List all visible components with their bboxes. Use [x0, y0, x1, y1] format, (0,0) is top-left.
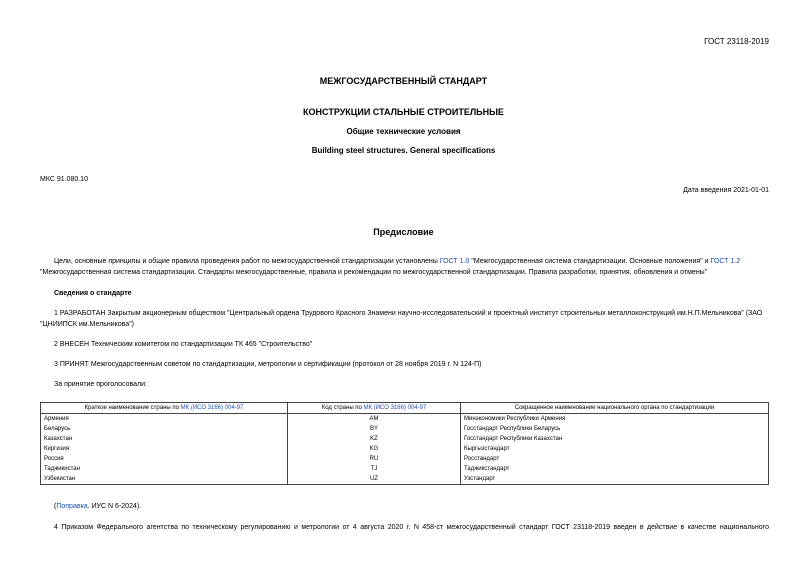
table-row [41, 444, 769, 454]
enacted-by-item: 4 Приказом Федерального агентства по техническому регулированию и метрологии от 4 августа 2020 г. N 458-ст межгосударственный стандарт ГОСТ 23118-2019 введен в действие в качестве национального [54, 524, 769, 531]
mk-iso-link[interactable]: МК (ИСО 3166) 004-97 [180, 404, 244, 411]
preface-paragraph-1 [40, 256, 769, 278]
country-cell: Киргизия [41, 444, 288, 454]
mks-code: МКС 91.080.10 [40, 176, 88, 183]
adopted-by-item: 3 ПРИНЯТ Межгосударственным советом по стандартизации, метрологии и сертификации (протокол от 28 ноября 2019 г. N 124-П) [54, 361, 482, 368]
submitted-by-item: 2 ВНЕСЕН Техническим комитетом по стандартизации ТК 465 "Строительство" [54, 341, 313, 348]
code-cell: BY [288, 424, 461, 434]
amendment-text: . ИУС N 6-2024). [87, 503, 142, 510]
table-row [41, 454, 769, 464]
column-header-body: Сокращенное наименование национального органа по стандартизации [461, 403, 769, 414]
country-cell: Россия [41, 454, 288, 464]
code-cell: KG [288, 444, 461, 454]
table-row [41, 424, 769, 434]
table-row [41, 474, 769, 485]
table-row [41, 414, 769, 425]
amendment-link[interactable]: Поправка [56, 503, 88, 510]
interstate-standard-heading: МЕЖГОСУДАРСТВЕННЫЙ СТАНДАРТ [319, 76, 488, 86]
mk-iso-link[interactable]: МК (ИСО 3166) 004-97 [363, 404, 427, 411]
table-row [41, 464, 769, 474]
country-cell: Казахстан [41, 434, 288, 444]
preface-text: Цели, основные принципы и общие правила проведения работ по межгосударственной стандартизации установлены [54, 258, 440, 265]
standard-subtitle: Общие технические условия [346, 127, 461, 136]
amendment-text: ( [54, 503, 57, 510]
country-cell: Армения [41, 414, 288, 425]
introduction-date: Дата введения 2021-01-01 [683, 187, 769, 194]
column-header-country [41, 403, 288, 414]
column-header-code [288, 403, 461, 414]
document-code: ГОСТ 23118-2019 [704, 37, 769, 46]
header-text: Краткое наименование страны по [84, 404, 181, 411]
voting-countries-table [40, 402, 769, 485]
header-text: Код страны по [321, 404, 364, 411]
developed-by-item: 1 РАЗРАБОТАН Закрытым акционерным обществом "Центральный ордена Трудового Красного Знамени научно-исследовательский и проектный институт строительных металлоконструкций им.Н.П.Мельникова" (ЗАО "ЦНИИПСК им.Мельникова") [40, 310, 763, 328]
voted-label: За принятие проголосовали: [54, 381, 147, 388]
amendment-note [40, 501, 769, 512]
country-cell: Таджикистан [41, 464, 288, 474]
gost-1-2-link[interactable]: ГОСТ 1.2 [710, 258, 741, 265]
body-cell: Росстандарт [461, 454, 769, 464]
code-cell: UZ [288, 474, 461, 485]
body-cell: Кыргызстандарт [461, 444, 769, 454]
preface-heading: Предисловие [373, 227, 434, 237]
gost-1-0-link[interactable]: ГОСТ 1.0 [439, 258, 470, 265]
table-row [41, 434, 769, 444]
body-cell: Узстандарт [461, 474, 769, 485]
body-cell: Таджикстандарт [461, 464, 769, 474]
body-cell: Госстандарт Республики Беларусь [461, 424, 769, 434]
standard-title: КОНСТРУКЦИИ СТАЛЬНЫЕ СТРОИТЕЛЬНЫЕ [303, 107, 504, 117]
standard-english-title: Building steel structures. General specifications [311, 146, 496, 155]
body-cell: Минэкономики Республики Армения [461, 414, 769, 425]
body-cell: Госстандарт Республики Казахстан [461, 434, 769, 444]
code-cell: AM [288, 414, 461, 425]
code-cell: RU [288, 454, 461, 464]
preface-text: "Межгосударственная система стандартизации. Стандарты межгосударственные, правила и рекомендации по межгосударственной стандартизации. Правила разработки, принятия, обновления и отмены" [40, 269, 708, 276]
standard-info-heading: Сведения о стандарте [54, 290, 132, 297]
preface-text: "Межгосударственная система стандартизации. Основные положения" и [469, 258, 711, 265]
country-cell: Беларусь [41, 424, 288, 434]
code-cell: TJ [288, 464, 461, 474]
code-cell: KZ [288, 434, 461, 444]
country-cell: Узбекистан [41, 474, 288, 485]
